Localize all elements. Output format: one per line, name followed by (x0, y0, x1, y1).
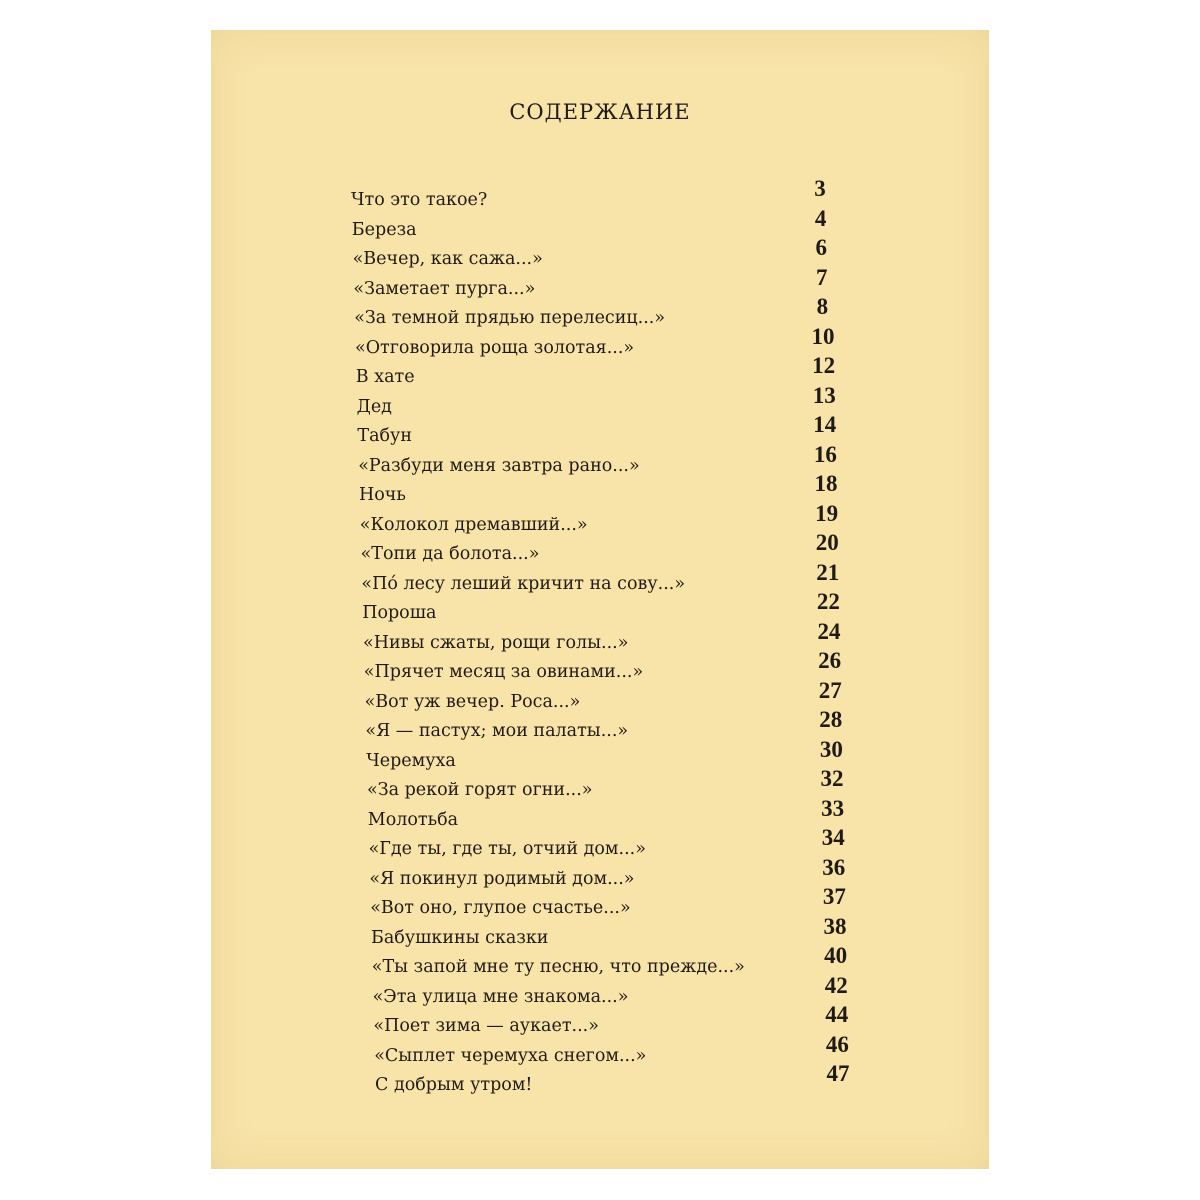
toc-entry (211, 205, 989, 244)
toc-entry (211, 795, 989, 834)
toc-entry (211, 441, 989, 480)
toc-entry-page-number: 38 (823, 913, 847, 939)
toc-entry (211, 1061, 989, 1099)
toc-entry-title: Что это такое? (351, 190, 488, 210)
toc-entry-page-number: 18 (814, 471, 838, 496)
toc-entry-title: Дед (356, 396, 392, 417)
toc-entry-page-number: 20 (815, 530, 839, 555)
toc-entry-title: «Вечер, как сажа...» (352, 249, 543, 269)
toc-entry-title: Пороша (362, 603, 437, 623)
toc-entry (211, 913, 989, 952)
toc-entry (211, 648, 989, 686)
toc-entry-title: «За темной прядью перелесиц...» (354, 308, 666, 328)
toc-entry-title: Табун (357, 426, 412, 446)
toc-entry-page-number: 4 (814, 205, 827, 231)
toc-entry (211, 1031, 989, 1070)
toc-entry-title: «Ты запой мне ту песню, что прежде...» (371, 957, 745, 977)
toc-entry-page-number: 27 (818, 677, 842, 703)
toc-entry-title: «Поет зима — аукает...» (373, 1016, 599, 1036)
toc-entry-title: Бабушкины сказки (371, 927, 549, 948)
toc-entry (211, 618, 989, 657)
toc-entry-title: «Эта улица мне знакома...» (372, 986, 629, 1007)
toc-entry (211, 943, 989, 981)
book-page (211, 30, 989, 1169)
toc-entry (211, 323, 989, 362)
toc-entry-page-number: 28 (819, 707, 843, 732)
toc-entry-title: В хате (355, 367, 415, 387)
toc-entry (211, 530, 989, 568)
toc-entry-title: «Вот уж вечер. Роса...» (364, 691, 581, 712)
toc-entry (211, 854, 989, 893)
toc-entry (211, 500, 989, 539)
toc-entry-page-number: 30 (819, 736, 843, 762)
toc-entry (211, 825, 989, 863)
toc-entry-title: «Топи да болота...» (360, 544, 540, 564)
toc-entry (211, 176, 989, 214)
toc-entry-page-number: 6 (815, 235, 827, 260)
toc-entry-title: С добрым утром! (375, 1075, 533, 1095)
toc-entry-page-number: 21 (816, 559, 840, 585)
toc-entry-title: Ночь (359, 485, 406, 505)
toc-entry (211, 972, 989, 1011)
toc-entry-page-number: 32 (820, 766, 844, 791)
toc-entry (211, 294, 989, 332)
toc-entry (211, 736, 989, 775)
table-of-contents (211, 30, 989, 1169)
toc-entry (211, 264, 989, 303)
toc-entry-title: «Сыплет черемуха снегом...» (374, 1045, 647, 1066)
toc-entry-title: «За рекой горят огни...» (367, 780, 593, 800)
toc-entry-page-number: 33 (821, 795, 845, 821)
toc-entry-title: «Где ты, где ты, отчий дом...» (368, 839, 646, 859)
toc-entry (211, 1002, 989, 1040)
toc-entry-page-number: 16 (813, 441, 837, 467)
toc-entry (211, 559, 989, 598)
toc-entry-title: «Отговорила роща золотая...» (355, 337, 635, 358)
toc-entry-title: «Вот оно, глупое счастье...» (370, 898, 631, 918)
toc-entry-page-number: 26 (818, 648, 842, 673)
toc-entry-page-number: 22 (816, 589, 840, 614)
toc-entry (211, 677, 989, 716)
toc-entry-title: Береза (351, 219, 417, 240)
toc-entry-page-number: 36 (822, 854, 846, 880)
toc-entry-title: «Прячет месяц за овинами...» (363, 662, 644, 682)
toc-entry-title: Молотьба (367, 809, 459, 830)
toc-entry-page-number: 19 (815, 500, 839, 526)
toc-entry-page-number: 7 (816, 264, 828, 290)
toc-entry-page-number: 42 (824, 972, 848, 998)
toc-entry (211, 353, 989, 391)
toc-entry (211, 235, 989, 273)
toc-entry (211, 707, 989, 745)
toc-entry (211, 766, 989, 804)
toc-entry-title: «По́ лесу леший кричит на сову...» (361, 573, 686, 594)
toc-entry (211, 382, 989, 421)
toc-entry (211, 412, 989, 450)
toc-entry-page-number: 14 (813, 412, 837, 437)
toc-entry-title: «Заметает пурга...» (353, 278, 536, 299)
toc-entry-page-number: 10 (811, 323, 835, 349)
toc-entry-page-number: 34 (821, 825, 845, 850)
toc-entry-page-number: 37 (822, 884, 846, 909)
toc-entry (211, 589, 989, 627)
toc-entry (211, 884, 989, 922)
toc-entry (211, 471, 989, 509)
toc-entry-title: Черемуха (366, 750, 456, 771)
toc-entry-title: «Колокол дремавший...» (359, 514, 588, 535)
toc-entry-page-number: 24 (817, 618, 841, 644)
toc-entry-page-number: 13 (812, 382, 836, 408)
toc-entry-title: «Нивы сжаты, рощи голы...» (363, 632, 629, 653)
toc-entry-page-number: 12 (812, 353, 836, 378)
toc-entry-title: «Я покинул родимый дом...» (369, 868, 635, 889)
toc-entry-page-number: 8 (816, 294, 829, 319)
contents-heading: СОДЕРЖАНИЕ (509, 100, 691, 124)
toc-entry-page-number: 44 (825, 1002, 849, 1027)
toc-entry-page-number: 3 (814, 176, 826, 201)
toc-entry-page-number: 40 (824, 943, 848, 968)
toc-entry-title: «Я — пастух; мои палаты...» (365, 721, 629, 741)
toc-entry-page-number: 46 (825, 1031, 849, 1057)
toc-entry-page-number: 47 (826, 1061, 850, 1086)
toc-entry-title: «Разбуди меня завтра рано...» (358, 455, 640, 476)
